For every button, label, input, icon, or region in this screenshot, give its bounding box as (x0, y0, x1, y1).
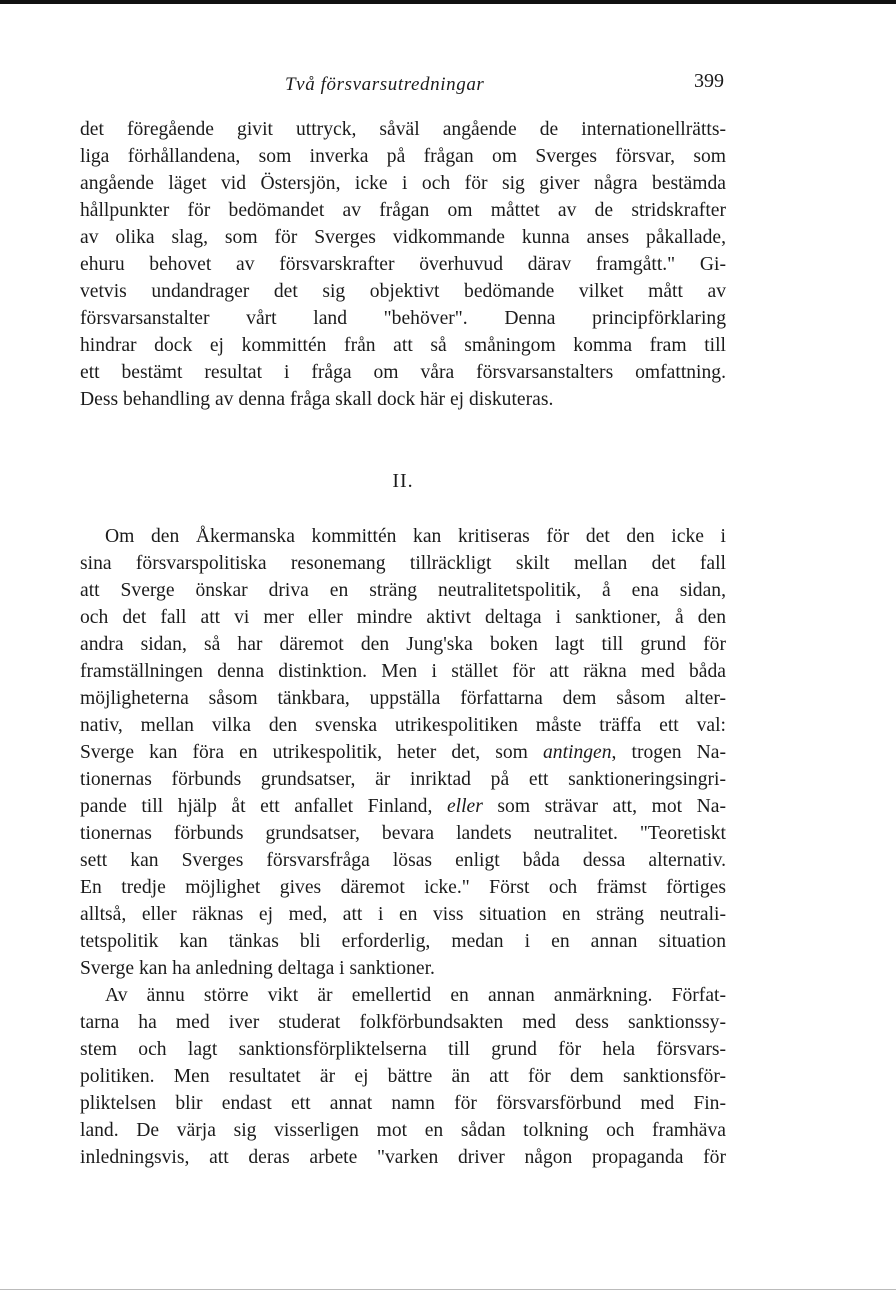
text-line: Sverge kan ha anledning deltaga i sanktioner. (80, 958, 435, 979)
text-line: ehuru behovet av försvarskrafter överhuvud därav framgått." Gi- (80, 254, 726, 275)
text-line: hållpunkter för bedömandet av frågan om måttet av de stridskrafter (80, 200, 726, 221)
emphasis-antingen: antingen (542, 742, 612, 763)
text-line: En tredje möjlighet gives däremot icke." Först och främst förtiges (80, 877, 726, 898)
text-line: vetvis undandrager det sig objektivt bedömande vilket mått av (80, 281, 726, 302)
text-line: ett bestämt resultat i fråga om våra försvarsanstalters omfattning. (80, 362, 726, 383)
text-line: Av ännu större vikt är emellertid en annan anmärkning. Förfat- (105, 985, 726, 1006)
text-line: angående läget vid Östersjön, icke i och för sig giver några bestämda (80, 173, 726, 194)
text-line: sett kan Sverges försvarsfråga lösas enligt båda dessa alternativ. (80, 850, 726, 871)
text-line: tetspolitik kan tänkas bli erforderlig, medan i en annan situation (80, 931, 726, 952)
text-line: tionernas förbunds grundsatser, är inriktad på ett sanktioneringsingri- (80, 769, 726, 790)
text-line: stem och lagt sanktionsförpliktelserna till grund för hela försvars- (80, 1039, 726, 1060)
text-line: försvarsanstalter vårt land "behöver". Denna principförklaring (80, 308, 726, 329)
text-line: framställningen denna distinktion. Men i stället för att räkna med båda (80, 661, 726, 682)
page-top-edge (0, 0, 896, 4)
text-line: sina försvarspolitiska resonemang tillräckligt skilt mellan det fall (80, 553, 726, 574)
text-line: tionernas förbunds grundsatser, bevara landets neutralitet. "Teoretiskt (80, 823, 726, 844)
page-number: 399 (694, 70, 724, 92)
text-line: pliktelsen blir endast ett annat namn för försvarsförbund med Fin- (80, 1093, 726, 1114)
text-segment: , trogen Na- (611, 742, 727, 763)
text-line: inledningsvis, att deras arbete "varken driver någon propaganda för (80, 1147, 726, 1168)
text-line: av olika slag, som för Sverges vidkommande kunna anses påkallade, (80, 227, 726, 248)
text-line (80, 740, 726, 766)
text-line: Om den Åkermanska kommittén kan kritiseras för det den icke i (105, 526, 726, 547)
text-segment: som strävar att, mot Na- (482, 796, 726, 817)
text-segment: pande till hjälp åt ett anfallet Finland, (80, 796, 447, 817)
emphasis-eller: eller (446, 796, 483, 817)
page-header (80, 70, 726, 106)
text-line: det föregående givit uttryck, såväl angående de internationellrätts- (80, 119, 726, 140)
text-line: alltså, eller räknas ej med, att i en viss situation en sträng neutrali- (80, 904, 726, 925)
text-line: land. De värja sig visserligen mot en sådan tolkning och framhäva (80, 1120, 726, 1141)
text-line (80, 794, 726, 820)
text-segment: Sverge kan föra en utrikespolitik, heter det, som (80, 742, 543, 763)
text-line: och det fall att vi mer eller mindre aktivt deltaga i sanktioner, å den (80, 607, 726, 628)
text-line: andra sidan, så har däremot den Jung'ska boken lagt till grund för (80, 634, 726, 655)
text-line: hindrar dock ej kommittén från att så småningom komma fram till (80, 335, 726, 356)
text-line: nativ, mellan vilka den svenska utrikespolitiken måste träffa ett val: (80, 715, 726, 736)
text-line: att Sverge önskar driva en sträng neutralitetspolitik, å ena sidan, (80, 580, 726, 601)
text-line: politiken. Men resultatet är ej bättre än att för dem sanktionsför- (80, 1066, 726, 1087)
text-line: möjligheterna såsom tänkbara, uppställa författarna dem såsom alter- (80, 688, 726, 709)
text-line: tarna ha med iver studerat folkförbundsakten med dess sanktionssy- (80, 1012, 726, 1033)
text-line: liga förhållandena, som inverka på frågan om Sverges försvar, som (80, 146, 726, 167)
section-heading: II. (392, 470, 414, 492)
running-title: Två försvarsutredningar (285, 74, 485, 95)
page-bottom-edge (0, 1289, 896, 1290)
text-line: Dess behandling av denna fråga skall dock här ej diskuteras. (80, 389, 554, 410)
